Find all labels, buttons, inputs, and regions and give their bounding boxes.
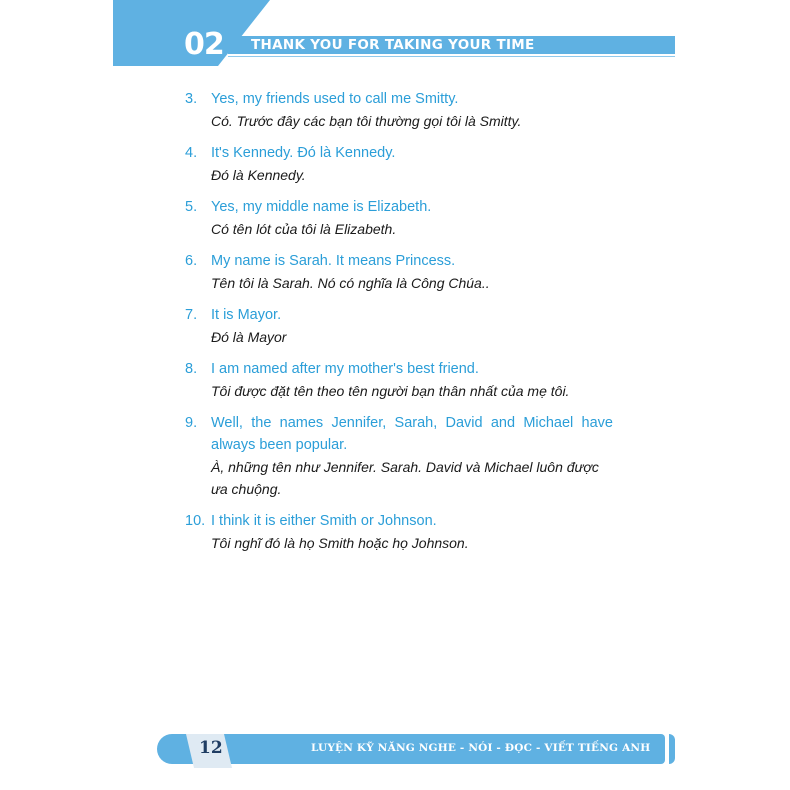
answer-list — [185, 88, 613, 564]
list-item — [185, 196, 613, 240]
vietnamese-translation: À, những tên như Jennifer. Sarah. David và Michael luôn được ưa chuộng. — [211, 459, 599, 497]
unit-number: 02 — [184, 27, 224, 62]
english-sentence: Yes, my middle name is Elizabeth. — [211, 199, 432, 215]
item-number: 10. — [185, 513, 206, 529]
item-number: 4. — [185, 145, 198, 161]
list-item — [185, 250, 613, 294]
english-sentence: Well, the names Jennifer, Sarah, David and Michael have always been popular. — [211, 415, 613, 453]
unit-title: THANK YOU FOR TAKING YOUR TIME — [251, 37, 535, 53]
list-item — [185, 510, 613, 554]
vietnamese-translation: Đó là Mayor — [211, 329, 287, 345]
item-number: 5. — [185, 199, 198, 215]
item-number: 7. — [185, 307, 198, 323]
header-rule — [228, 56, 675, 57]
english-sentence: It is Mayor. — [211, 307, 282, 323]
english-sentence: I think it is either Smith or Johnson. — [211, 513, 437, 529]
vietnamese-translation: Tôi nghĩ đó là họ Smith hoặc họ Johnson. — [211, 535, 469, 551]
english-sentence: My name is Sarah. It means Princess. — [211, 253, 456, 269]
book-title: LUYỆN KỸ NĂNG NGHE - NÓI - ĐỌC - VIẾT TIẾNG ANH — [311, 742, 651, 754]
english-sentence: I am named after my mother's best friend. — [211, 361, 479, 377]
english-sentence: It's Kennedy. Đó là Kennedy. — [211, 145, 396, 161]
item-number: 8. — [185, 361, 198, 377]
list-item — [185, 88, 613, 132]
footer-edge-tab — [669, 734, 675, 764]
list-item — [185, 142, 613, 186]
list-item — [185, 412, 613, 500]
list-item — [185, 358, 613, 402]
list-item — [185, 304, 613, 348]
vietnamese-translation: Tôi được đặt tên theo tên người bạn thân nhất của mẹ tôi. — [211, 383, 570, 399]
english-sentence: Yes, my friends used to call me Smitty. — [211, 91, 459, 107]
item-number: 9. — [185, 415, 198, 431]
page-number: 12 — [199, 738, 223, 758]
vietnamese-translation: Có tên lót của tôi là Elizabeth. — [211, 221, 397, 237]
item-number: 6. — [185, 253, 198, 269]
item-number: 3. — [185, 91, 198, 107]
vietnamese-translation: Đó là Kennedy. — [211, 167, 306, 183]
vietnamese-translation: Tên tôi là Sarah. Nó có nghĩa là Công Chúa.. — [211, 275, 490, 291]
vietnamese-translation: Có. Trước đây các bạn tôi thường gọi tôi là Smitty. — [211, 113, 522, 129]
